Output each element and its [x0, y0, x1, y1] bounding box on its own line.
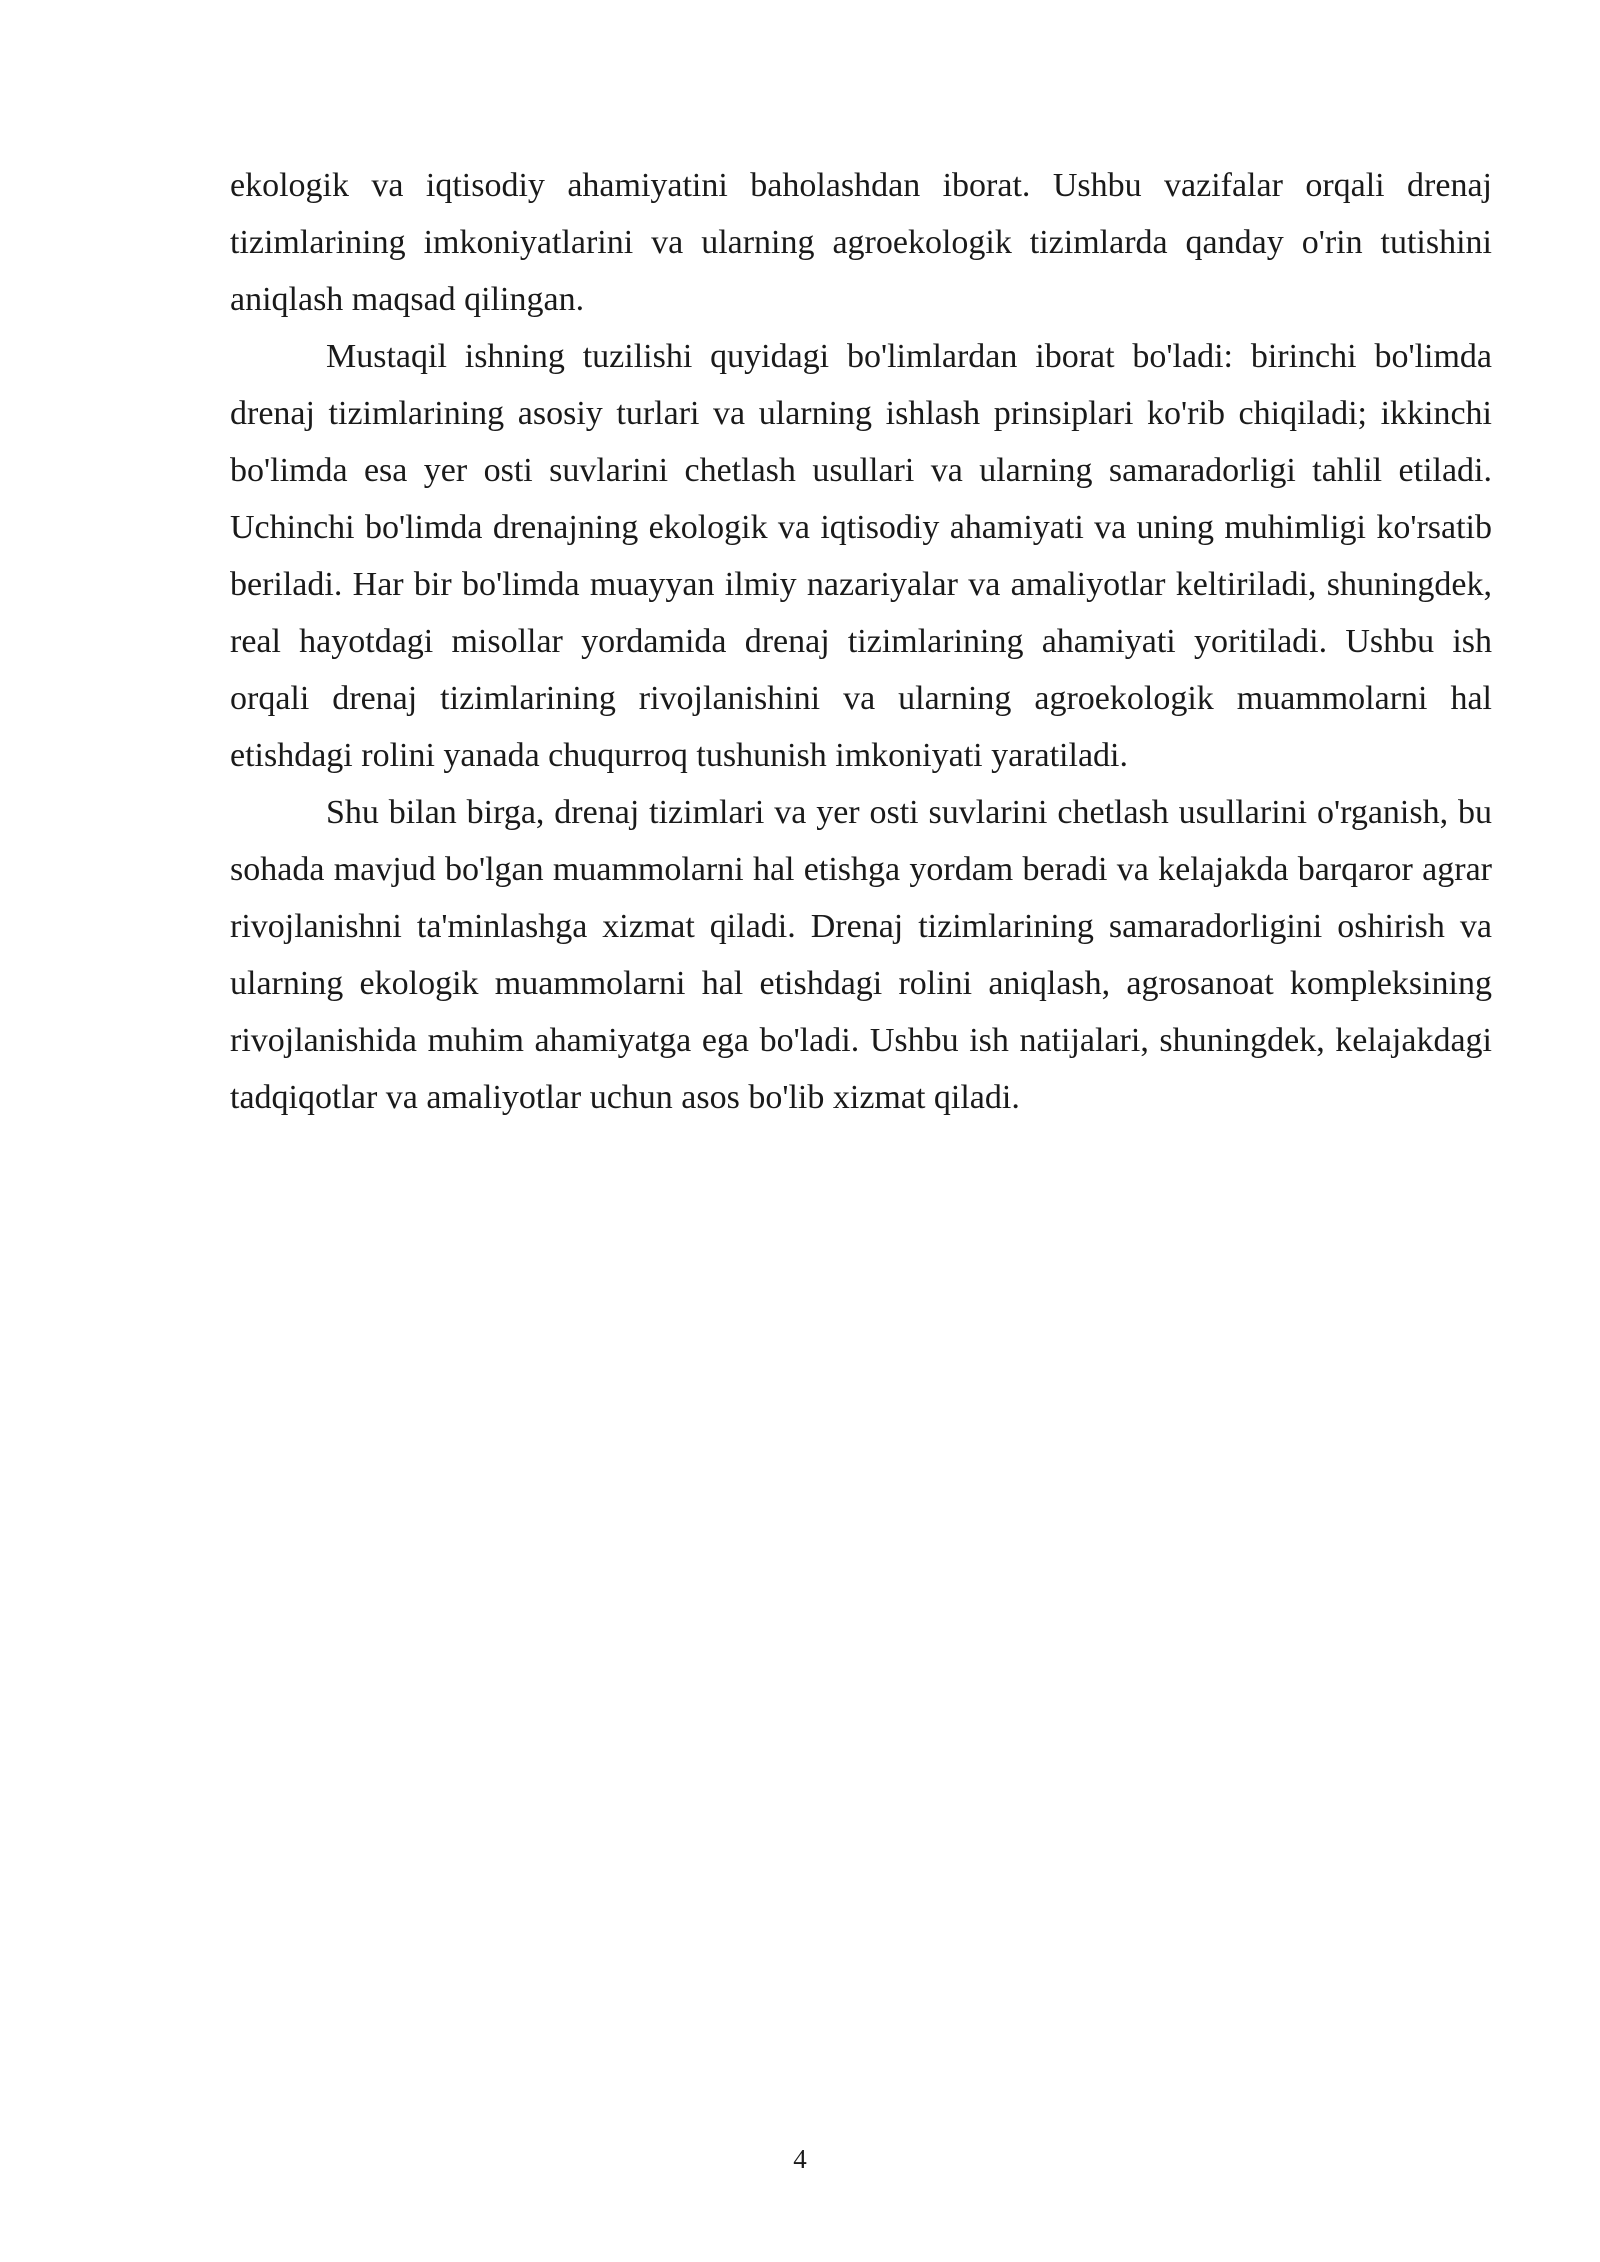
paragraph-3: Shu bilan birga, drenaj tizimlari va yer osti suvlarini chetlash usullarini o'rganish, bu sohada mavjud bo'lgan muammolarni hal etishga yordam beradi va kelajakda barqaror agrar rivojlanishni ta'minlashga xizmat qiladi. Drenaj tizimlarining samaradorligini oshirish va ularning ekologik muammolarni hal etishdagi rolini aniqlash, agrosanoat kompleksining rivojlanishida muhim ahamiyatga ega bo'ladi. Ushbu ish natijalari, shuningdek, kelajakdagi tadqiqotlar va amaliyotlar uchun asos bo'lib xizmat qiladi.	[230, 794, 1492, 1116]
page-number: 4	[793, 2144, 807, 2174]
body-text	[230, 157, 1492, 1126]
paragraph-1: ekologik va iqtisodiy ahamiyatini baholashdan iborat. Ushbu vazifalar orqali drenaj tizimlarining imkoniyatlarini va ularning agroekologik tizimlarda qanday o'rin tutishini aniqlash maqsad qilingan.	[230, 167, 1492, 318]
paragraph-2: Mustaqil ishning tuzilishi quyidagi bo'limlardan iborat bo'ladi: birinchi bo'limda drenaj tizimlarining asosiy turlari va ularning ishlash prinsiplari ko'rib chiqiladi; ikkinchi bo'limda esa yer osti suvlarini chetlash usullari va ularning samaradorligi tahlil etiladi. Uchinchi bo'limda drenajning ekologik va iqtisodiy ahamiyati va uning muhimligi ko'rsatib beriladi. Har bir bo'limda muayyan ilmiy nazariyalar va amaliyotlar keltiriladi, shuningdek, real hayotdagi misollar yordamida drenaj tizimlarining ahamiyati yoritiladi. Ushbu ish orqali drenaj tizimlarining rivojlanishini va ularning agroekologik muammolarni hal etishdagi rolini yanada chuqurroq tushunish imkoniyati yaratiladi.	[230, 338, 1492, 774]
